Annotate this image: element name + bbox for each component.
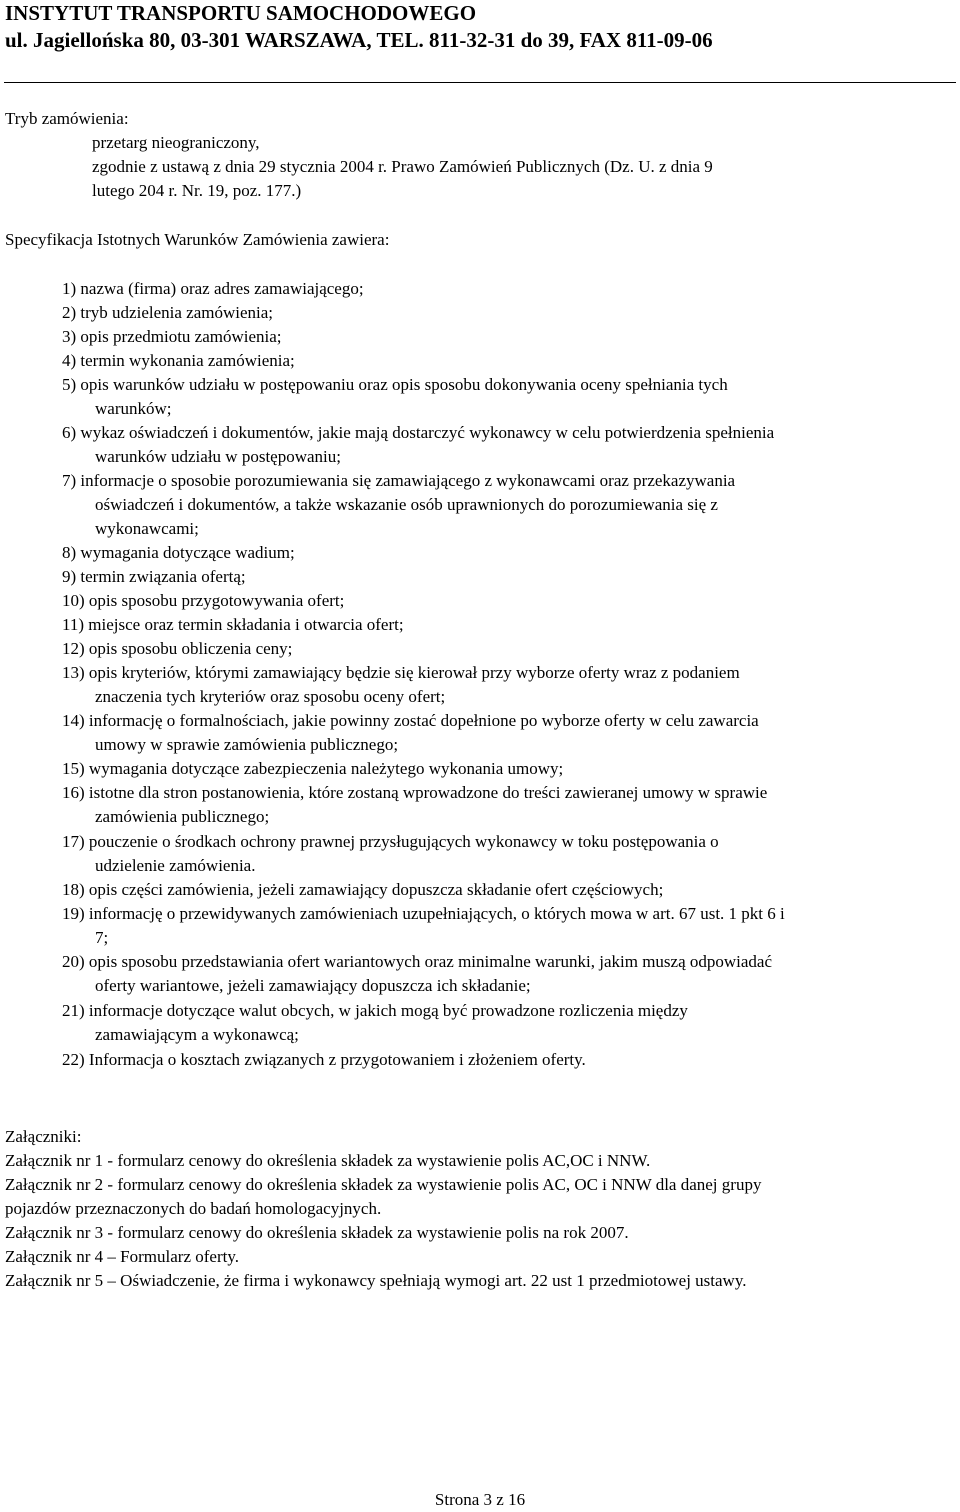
list-item: 11) miejsce oraz termin składania i otwarcia ofert; (62, 615, 404, 634)
attachment-5: Załącznik nr 5 – Oświadczenie, że firma i wykonawcy spełniają wymogi art. 22 ust 1 przedmiotowej ustawy. (5, 1271, 747, 1290)
attachment-4: Załącznik nr 4 – Formularz oferty. (5, 1247, 239, 1266)
attachments-label: Załączniki: (5, 1127, 82, 1146)
list-item: 21) informacje dotyczące walut obcych, w jakich mogą być prowadzone rozliczenia między zamawiającym a wykonawcą; (62, 1001, 688, 1044)
list-item: 16) istotne dla stron postanowienia, które zostaną wprowadzone do treści zawieranej umowy w sprawie zamówienia publicznego; (62, 783, 768, 826)
list-item: 10) opis sposobu przygotowywania ofert; (62, 591, 345, 610)
institute-address: ul. Jagiellońska 80, 03-301 WARSZAWA, TEL. 811-32-31 do 39, FAX 811-09-06 (5, 28, 713, 52)
attachment-1: Załącznik nr 1 - formularz cenowy do określenia składek za wystawienie polis AC,OC i NNW. (5, 1151, 651, 1170)
list-item: 19) informację o przewidywanych zamówieniach uzupełniających, o których mowa w art. 67 ust. 1 pkt 6 i 7; (62, 904, 785, 947)
header-rule (4, 82, 956, 83)
institute-name: INSTYTUT TRANSPORTU SAMOCHODOWEGO (5, 1, 477, 25)
tryb-line-3: lutego 204 r. Nr. 19, poz. 177.) (92, 181, 302, 200)
page-number: Strona 3 z 16 (434, 1490, 526, 1509)
attachment-3: Załącznik nr 3 - formularz cenowy do określenia składek za wystawienie polis na rok 2007. (5, 1223, 629, 1242)
list-item: 6) wykaz oświadczeń i dokumentów, jakie mają dostarczyć wykonawcy w celu potwierdzenia spełnienia warunków udziału w postępowaniu; (62, 423, 775, 466)
list-item: 22) Informacja o kosztach związanych z przygotowaniem i złożeniem oferty. (62, 1050, 586, 1069)
list-item: 14) informację o formalnościach, jakie powinny zostać dopełnione po wyborze oferty w celu zawarcia umowy w sprawie zamówienia publicznego; (62, 711, 759, 754)
list-item: 12) opis sposobu obliczenia ceny; (62, 639, 293, 658)
spec-intro: Specyfikacja Istotnych Warunków Zamówienia zawiera: (5, 230, 390, 249)
list-item: 18) opis części zamówienia, jeżeli zamawiający dopuszcza składanie ofert częściowych; (62, 880, 664, 899)
list-item: 3) opis przedmiotu zamówienia; (62, 327, 282, 346)
list-item: 7) informacje o sposobie porozumiewania się zamawiającego z wykonawcami oraz przekazywania oświadczeń i dokumentów, a także wskazanie osób uprawnionych do porozumiewania się z wykonawcami; (62, 471, 736, 538)
list-item: 1) nazwa (firma) oraz adres zamawiającego; (62, 279, 364, 298)
tryb-line-1: przetarg nieograniczony, (92, 133, 260, 152)
list-item: 2) tryb udzielenia zamówienia; (62, 303, 273, 322)
tryb-line-2: zgodnie z ustawą z dnia 29 stycznia 2004 r. Prawo Zamówień Publicznych (Dz. U. z dnia 9 (92, 157, 713, 176)
list-item: 4) termin wykonania zamówienia; (62, 351, 295, 370)
attachment-2: Załącznik nr 2 - formularz cenowy do określenia składek za wystawienie polis AC, OC i NNW dla danej grupy pojazdów przeznaczonych do badań homologacyjnych. (5, 1175, 762, 1218)
list-item: 9) termin związania ofertą; (62, 567, 246, 586)
tryb-label: Tryb zamówienia: (5, 109, 129, 128)
list-item: 8) wymagania dotyczące wadium; (62, 543, 295, 562)
list-item: 15) wymagania dotyczące zabezpieczenia należytego wykonania umowy; (62, 759, 564, 778)
list-item: 17) pouczenie o środkach ochrony prawnej przysługujących wykonawcy w toku postępowania o udzielenie zamówienia. (62, 832, 719, 875)
list-item: 20) opis sposobu przedstawiania ofert wariantowych oraz minimalne warunki, jakim muszą odpowiadać oferty wariantowe, jeżeli zamawiający dopuszcza ich składanie; (62, 952, 773, 995)
list-item: 13) opis kryteriów, którymi zamawiający będzie się kierował przy wyborze oferty wraz z podaniem znaczenia tych kryteriów oraz sposobu oceny ofert; (62, 663, 740, 706)
list-item: 5) opis warunków udziału w postępowaniu oraz opis sposobu dokonywania oceny spełniania tych warunków; (62, 375, 728, 418)
